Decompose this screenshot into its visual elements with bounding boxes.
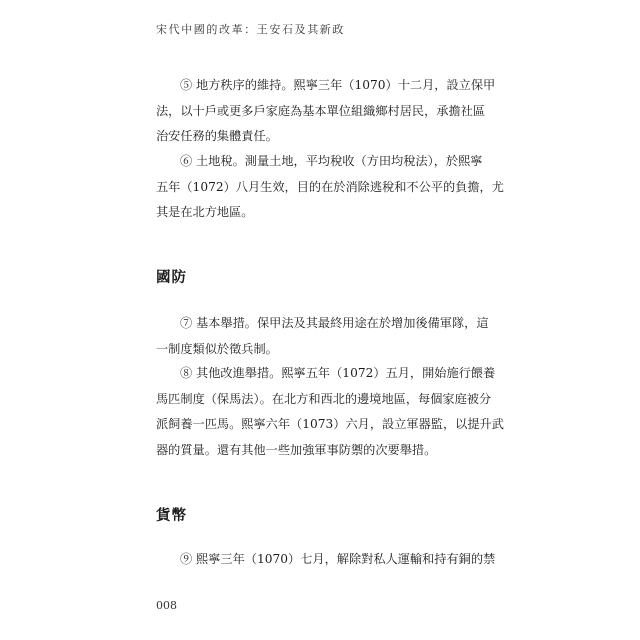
text-line: 派飼養一匹馬。熙寧六年（1073）六月，設立軍器監，以提升武 [156,417,504,431]
item-8-other-measures [156,361,504,463]
section-heading-defense: 國防 [156,269,187,286]
text-line: ⑤ 地方秩序的維持。熙寧三年（1070）十二月，設立保甲 [180,78,496,92]
item-6-land-tax [156,149,504,226]
text-line: 器的質量。還有其他一些加強軍事防禦的次要舉措。 [156,442,437,457]
text-line: 一制度類似於徵兵制。 [156,341,278,356]
item-5-local-order [156,73,496,150]
text-line: ⑦ 基本舉措。保甲法及其最終用途在於增加後備軍隊，這 [180,316,489,330]
item-9-copper-ban [156,547,496,573]
text-line: 五年（1072）八月生效，目的在於消除逃稅和不公平的負擔，尤 [156,179,504,194]
text-line: ⑥ 土地稅。測量土地，平均稅收（方田均稅法），於熙寧 [180,154,483,168]
page-number: 008 [156,599,177,612]
text-line: 法，以十戶或更多戶家庭為基本單位組織鄉村居民，承擔社區 [156,103,486,118]
text-line: 治安任務的集體責任。 [156,129,278,143]
text-line: 馬匹制度（保馬法）。在北方和西北的邊境地區，每個家庭被分 [156,391,492,406]
text-line: ⑨ 熙寧三年（1070）七月，解除對私人運輸和持有銅的禁 [180,552,496,566]
item-7-basic-measures [156,311,489,362]
text-line: ⑧ 其他改進舉措。熙寧五年（1072）五月，開始施行餵養 [180,366,496,380]
running-head: 宋代中國的改革：王安石及其新政 [156,23,345,36]
section-heading-currency: 貨幣 [156,507,187,524]
text-line: 其是在北方地區。 [156,205,254,219]
